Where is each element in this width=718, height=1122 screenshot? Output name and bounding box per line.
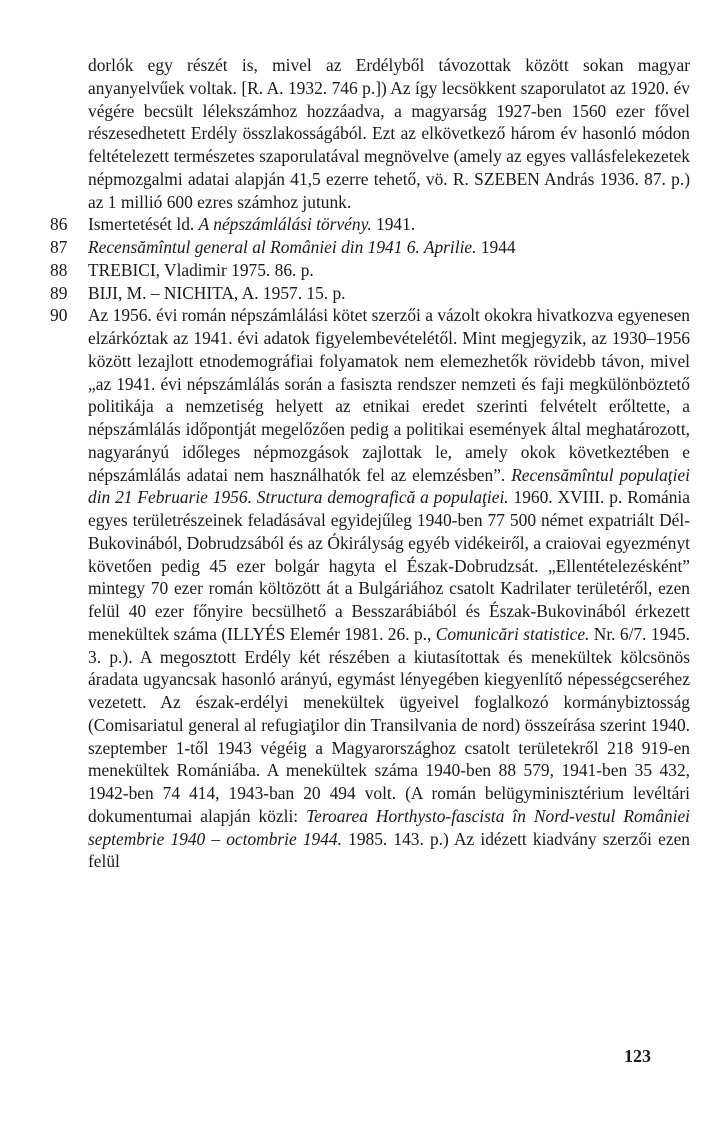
text-run: BIJI, M. – NICHITA, A. 1957. 15. p. bbox=[88, 282, 346, 303]
footnote-continuation bbox=[50, 54, 690, 213]
text-run: Ismertetését ld. bbox=[88, 214, 199, 235]
footnote-text bbox=[88, 214, 415, 234]
footnote-number: 87 bbox=[50, 237, 68, 257]
footnote-text bbox=[88, 283, 346, 303]
footnote-number: 86 bbox=[50, 214, 68, 235]
footnote-text bbox=[88, 237, 516, 257]
italic-title: A népszámlálási törvény. bbox=[198, 214, 372, 235]
italic-title: Comunicări statistice. bbox=[435, 623, 590, 644]
footnote-86 bbox=[50, 213, 690, 236]
text-run: Nr. 6/7. 1945. 3. p.). A megosztott Erdély két részében a kiutasítottak és menekültek kölcsönös áradata ugyancsak hasonló arányú, egymást lényegében kiegyenlítő népességcseréhez vezetett. Az észak-erdélyi menekültek ügyeivel foglalkozó kormánybiztosság (Comisariatul general al refugiaţilor din Transilvania de nord) összeírása szerint 1940. szeptember 1-től 1943 végéig a Magyarországhoz csatolt területekről 218 919-en menekültek Romániába. A menekültek száma 1940-ben 88 579, 1941-ben 35 432, 1942-ben 74 414, 1943-ban 20 494 volt. (A román belügyminisztérium levéltári dokumentumai alapján közli: bbox=[88, 623, 690, 826]
text-run: Az 1956. évi román népszámlálási kötet szerzői a vázolt okokra hivatkozva egyenesen elzárkóztak az 1941. évi adatok figyelembevételétől. Mint megjegyzik, az 1930–1956 között lezajlott etnodemográfiai folyamatok nem elemezhetők rövidebb távon, mivel „az 1941. évi népszámlálás során a fasiszta rendszer nemzeti és faji megkülönböztető politikája a nemzetiség helyett az etnikai eredet szerinti felvételt erőltette, a népszámlálás időpontját megelőzően pedig a politikai események által meghatározott, nagyarányú időleges népmozgások zajlottak le, amely okok következtében e népszámlálás adatai nem használhatók fel az elemzésben”. bbox=[88, 305, 690, 485]
footnote-number: 88 bbox=[50, 259, 68, 280]
italic-title: Teroarea Horthysto-fascista în Nord-vestul României septembrie 1940 – octombrie 1944. bbox=[88, 805, 691, 849]
italic-title: Recensămîntul general al României din 1941 6. Aprilie. bbox=[88, 237, 477, 257]
footnote-88 bbox=[50, 259, 690, 282]
footnote-89 bbox=[50, 282, 690, 305]
italic-title: Recensămîntul populaţiei din 21 Februarie 1956. Structura demografică a populaţiei. bbox=[88, 464, 690, 508]
footnote-90 bbox=[50, 304, 690, 873]
footnotes-block bbox=[50, 54, 690, 873]
footnote-number: 90 bbox=[50, 305, 68, 326]
footnote-87 bbox=[50, 236, 690, 259]
text-run: 1941. bbox=[371, 214, 416, 235]
footnote-text bbox=[88, 305, 690, 871]
footnote-text bbox=[88, 55, 690, 212]
text-run: dorlók egy részét is, mivel az Erdélyből távozottak között sokan magyar anyanyelvűek voltak. [R. A. 1932. 746 p.]) Az így lecsökkent szaporulatot az 1920. év végére becsült lélekszámhoz hozzáadva, a magyarság 1927-ben 1560 ezer fővel részesedhetett Erdély összlakosságából. Ezt az elkövetkező három év hasonló módon feltételezett természetes szaporulatával megnövelve (amely az egyes vallásfelekezetek népmozgalmi adatai alapján 41,5 ezerre tehető, vö. R. SZEBEN András 1936. 87. p.) az 1 millió 600 ezres számhoz jutunk. bbox=[88, 55, 690, 212]
footnote-number: 89 bbox=[50, 282, 68, 303]
text-run: 1960. XVIII. p. Románia egyes területrészeinek feladásával egyidejűleg 1940-ben 77 500 német expatriált Dél-Bukovinából, Dobrudzsából és az Ókirályság egyéb vidékeiről, a craiovai egyezményt követően pedig 45 ezer bolgár hagyta el Észak-Dobrudzsát. „Ellentételezésként” mintegy 70 ezer román költözött át a Bulgáriához csatolt Kadrilater területéről, ezen felül 40 ezer főnyire becsülhető a Besszarábiából és Észak-Bukovinából érkezett menekültek száma (ILLYÉS Elemér 1981. 26. p., bbox=[88, 487, 690, 644]
text-run: 1944 bbox=[476, 237, 516, 257]
text-run: TREBICI, Vladimir 1975. 86. p. bbox=[88, 259, 314, 280]
footnote-text bbox=[88, 260, 314, 280]
text-run: 1985. 143. p.) Az idézett kiadvány szerzői ezen felül bbox=[88, 828, 690, 872]
page-number: 123 bbox=[624, 1046, 651, 1066]
